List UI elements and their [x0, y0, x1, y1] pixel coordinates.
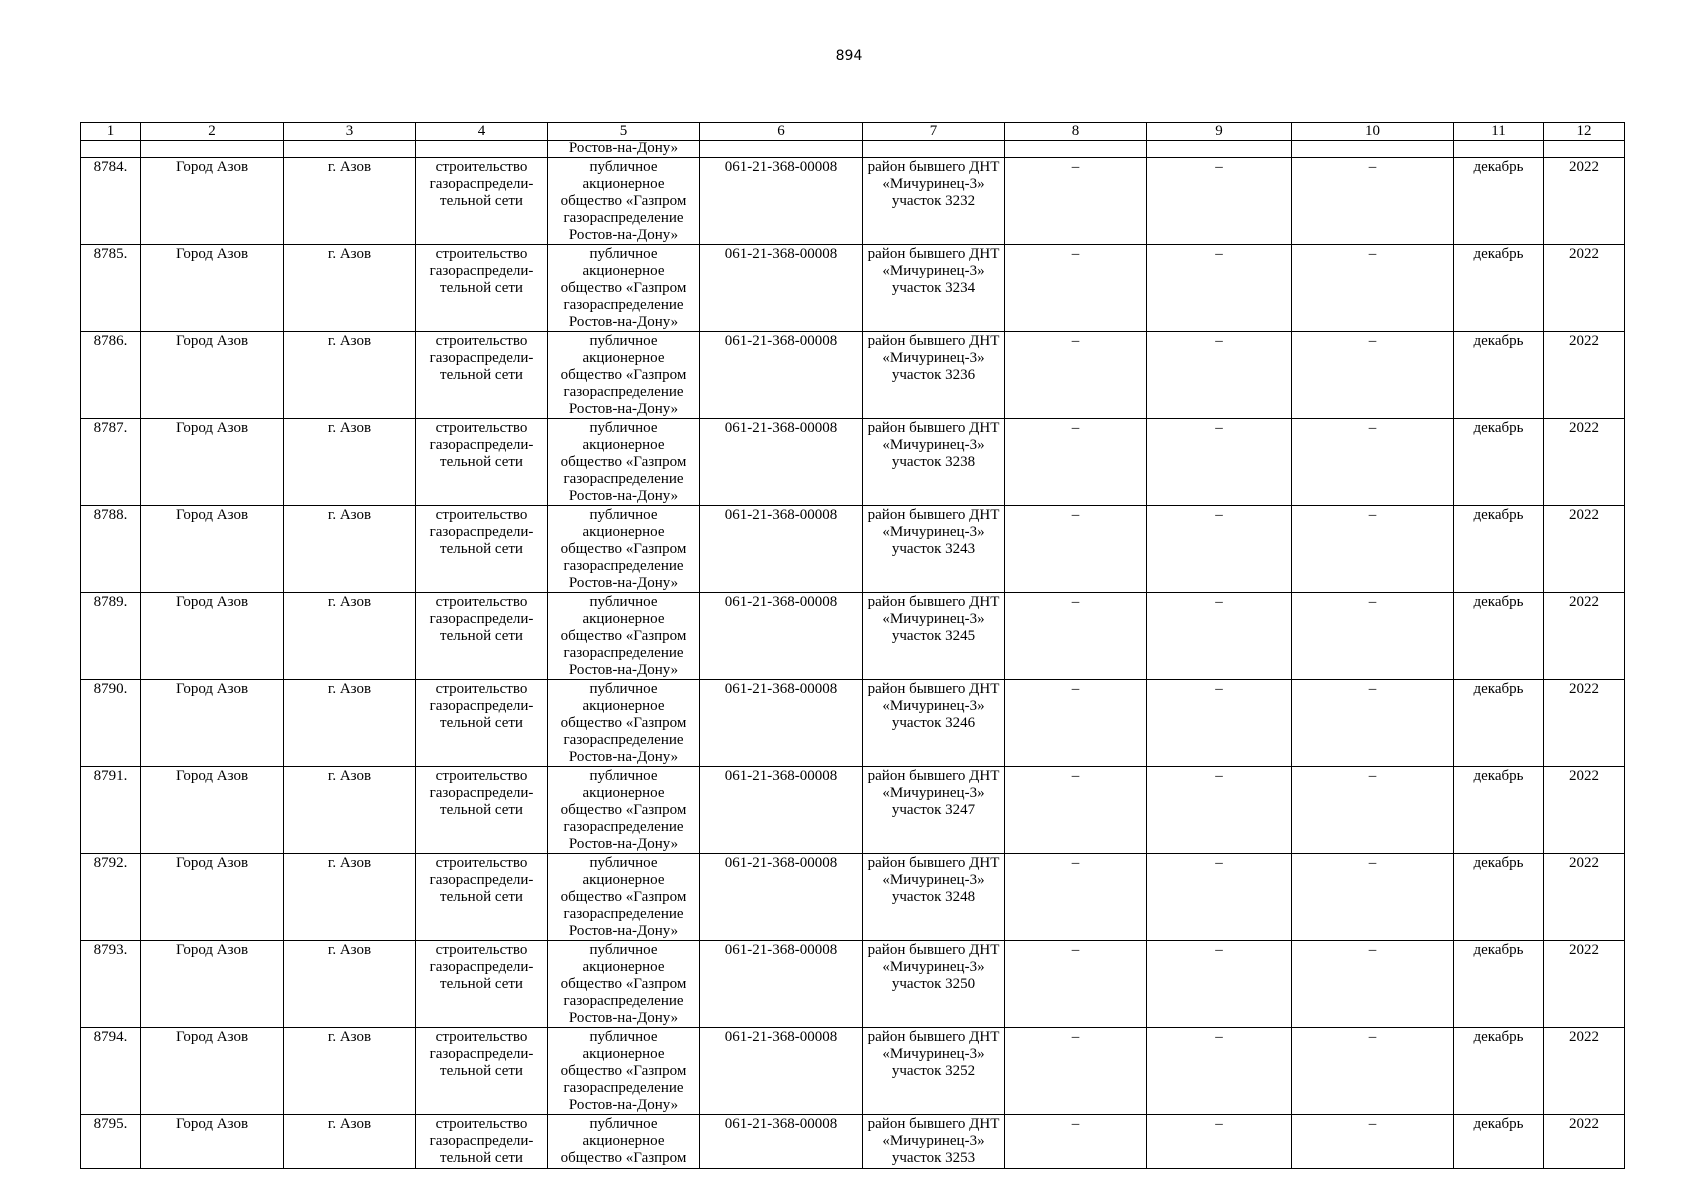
year-cell: 2022	[1544, 1028, 1625, 1115]
col8-cell: –	[1005, 1115, 1147, 1169]
column-number: 7	[863, 123, 1005, 141]
column-number: 8	[1005, 123, 1147, 141]
year-cell: 2022	[1544, 332, 1625, 419]
row-number: 8790.	[81, 680, 141, 767]
table-row	[81, 767, 1625, 854]
table-row	[81, 941, 1625, 1028]
col10-cell: –	[1292, 1115, 1454, 1169]
column-number: 12	[1544, 123, 1625, 141]
col10-cell: –	[1292, 767, 1454, 854]
continuation-row	[81, 141, 1625, 158]
location-cell: район бывшего ДНТ «Мичуринец-3» участок 3253	[863, 1115, 1005, 1169]
col8-cell: –	[1005, 245, 1147, 332]
owner-cell: публичное акционерное общество «Газпром	[548, 1115, 700, 1169]
owner-cell: публичное акционерное общество «Газпром газораспределение Ростов-на-Дону»	[548, 854, 700, 941]
col9-cell: –	[1147, 332, 1292, 419]
table-row	[81, 1028, 1625, 1115]
col9-cell: –	[1147, 419, 1292, 506]
col8-cell: –	[1005, 158, 1147, 245]
row-number: 8784.	[81, 158, 141, 245]
location-cell: район бывшего ДНТ «Мичуринец-3» участок 3236	[863, 332, 1005, 419]
locality-cell: г. Азов	[284, 680, 416, 767]
code-cell: 061-21-368-00008	[700, 332, 863, 419]
col8-cell: –	[1005, 593, 1147, 680]
year-cell: 2022	[1544, 680, 1625, 767]
municipality-cell: Город Азов	[141, 593, 284, 680]
row-number: 8788.	[81, 506, 141, 593]
year-cell: 2022	[1544, 158, 1625, 245]
locality-cell: г. Азов	[284, 245, 416, 332]
code-cell: 061-21-368-00008	[700, 593, 863, 680]
empty-cell	[700, 141, 863, 158]
owner-cell: публичное акционерное общество «Газпром газораспределение Ростов-на-Дону»	[548, 158, 700, 245]
municipality-cell: Город Азов	[141, 680, 284, 767]
col8-cell: –	[1005, 854, 1147, 941]
month-cell: декабрь	[1454, 245, 1544, 332]
location-cell: район бывшего ДНТ «Мичуринец-3» участок 3247	[863, 767, 1005, 854]
month-cell: декабрь	[1454, 854, 1544, 941]
row-number: 8794.	[81, 1028, 141, 1115]
registry-table	[80, 122, 1625, 1169]
row-number: 8789.	[81, 593, 141, 680]
month-cell: декабрь	[1454, 593, 1544, 680]
col10-cell: –	[1292, 1028, 1454, 1115]
empty-cell	[284, 141, 416, 158]
col9-cell: –	[1147, 1028, 1292, 1115]
code-cell: 061-21-368-00008	[700, 158, 863, 245]
col9-cell: –	[1147, 854, 1292, 941]
col9-cell: –	[1147, 680, 1292, 767]
purpose-cell: строительство газораспредели-тельной сети	[416, 767, 548, 854]
column-number: 4	[416, 123, 548, 141]
code-cell: 061-21-368-00008	[700, 245, 863, 332]
purpose-cell: строительство газораспредели-тельной сети	[416, 854, 548, 941]
owner-cell: публичное акционерное общество «Газпром газораспределение Ростов-на-Дону»	[548, 1028, 700, 1115]
table-row	[81, 332, 1625, 419]
purpose-cell: строительство газораспредели-тельной сети	[416, 158, 548, 245]
location-cell: район бывшего ДНТ «Мичуринец-3» участок 3243	[863, 506, 1005, 593]
col8-cell: –	[1005, 941, 1147, 1028]
locality-cell: г. Азов	[284, 1028, 416, 1115]
municipality-cell: Город Азов	[141, 1028, 284, 1115]
code-cell: 061-21-368-00008	[700, 1115, 863, 1169]
purpose-cell: строительство газораспредели-тельной сети	[416, 245, 548, 332]
code-cell: 061-21-368-00008	[700, 1028, 863, 1115]
empty-cell	[1147, 141, 1292, 158]
municipality-cell: Город Азов	[141, 767, 284, 854]
locality-cell: г. Азов	[284, 854, 416, 941]
empty-cell	[1005, 141, 1147, 158]
month-cell: декабрь	[1454, 1028, 1544, 1115]
year-cell: 2022	[1544, 941, 1625, 1028]
col10-cell: –	[1292, 680, 1454, 767]
col9-cell: –	[1147, 941, 1292, 1028]
owner-cell: публичное акционерное общество «Газпром газораспределение Ростов-на-Дону»	[548, 593, 700, 680]
row-number: 8795.	[81, 1115, 141, 1169]
col10-cell: –	[1292, 419, 1454, 506]
location-cell: район бывшего ДНТ «Мичуринец-3» участок 3246	[863, 680, 1005, 767]
municipality-cell: Город Азов	[141, 941, 284, 1028]
municipality-cell: Город Азов	[141, 1115, 284, 1169]
location-cell: район бывшего ДНТ «Мичуринец-3» участок 3232	[863, 158, 1005, 245]
empty-cell	[81, 141, 141, 158]
column-number-row	[81, 123, 1625, 141]
year-cell: 2022	[1544, 767, 1625, 854]
column-number: 2	[141, 123, 284, 141]
locality-cell: г. Азов	[284, 506, 416, 593]
col8-cell: –	[1005, 767, 1147, 854]
owner-cell: публичное акционерное общество «Газпром газораспределение Ростов-на-Дону»	[548, 245, 700, 332]
month-cell: декабрь	[1454, 767, 1544, 854]
empty-cell	[141, 141, 284, 158]
col10-cell: –	[1292, 941, 1454, 1028]
column-number: 3	[284, 123, 416, 141]
col8-cell: –	[1005, 419, 1147, 506]
col10-cell: –	[1292, 593, 1454, 680]
col8-cell: –	[1005, 332, 1147, 419]
column-number: 11	[1454, 123, 1544, 141]
col8-cell: –	[1005, 1028, 1147, 1115]
month-cell: декабрь	[1454, 419, 1544, 506]
code-cell: 061-21-368-00008	[700, 854, 863, 941]
col10-cell: –	[1292, 245, 1454, 332]
location-cell: район бывшего ДНТ «Мичуринец-3» участок 3238	[863, 419, 1005, 506]
table-row	[81, 158, 1625, 245]
code-cell: 061-21-368-00008	[700, 941, 863, 1028]
row-number: 8785.	[81, 245, 141, 332]
col8-cell: –	[1005, 506, 1147, 593]
locality-cell: г. Азов	[284, 419, 416, 506]
year-cell: 2022	[1544, 245, 1625, 332]
location-cell: район бывшего ДНТ «Мичуринец-3» участок 3250	[863, 941, 1005, 1028]
month-cell: декабрь	[1454, 506, 1544, 593]
municipality-cell: Город Азов	[141, 854, 284, 941]
locality-cell: г. Азов	[284, 1115, 416, 1169]
table-row	[81, 854, 1625, 941]
owner-cell: публичное акционерное общество «Газпром газораспределение Ростов-на-Дону»	[548, 680, 700, 767]
col10-cell: –	[1292, 506, 1454, 593]
owner-cell: публичное акционерное общество «Газпром газораспределение Ростов-на-Дону»	[548, 419, 700, 506]
month-cell: декабрь	[1454, 941, 1544, 1028]
code-cell: 061-21-368-00008	[700, 767, 863, 854]
row-number: 8793.	[81, 941, 141, 1028]
col10-cell: –	[1292, 332, 1454, 419]
table-row	[81, 419, 1625, 506]
empty-cell	[1292, 141, 1454, 158]
empty-cell	[416, 141, 548, 158]
col9-cell: –	[1147, 593, 1292, 680]
continuation-text: Ростов-на-Дону»	[548, 141, 700, 158]
table-row	[81, 1115, 1625, 1169]
col9-cell: –	[1147, 1115, 1292, 1169]
locality-cell: г. Азов	[284, 332, 416, 419]
purpose-cell: строительство газораспредели-тельной сети	[416, 419, 548, 506]
month-cell: декабрь	[1454, 158, 1544, 245]
code-cell: 061-21-368-00008	[700, 419, 863, 506]
purpose-cell: строительство газораспредели-тельной сети	[416, 680, 548, 767]
purpose-cell: строительство газораспредели-тельной сети	[416, 1115, 548, 1169]
table-row	[81, 506, 1625, 593]
col10-cell: –	[1292, 854, 1454, 941]
column-number: 6	[700, 123, 863, 141]
locality-cell: г. Азов	[284, 767, 416, 854]
owner-cell: публичное акционерное общество «Газпром газораспределение Ростов-на-Дону»	[548, 506, 700, 593]
table-row	[81, 593, 1625, 680]
purpose-cell: строительство газораспредели-тельной сети	[416, 332, 548, 419]
purpose-cell: строительство газораспредели-тельной сети	[416, 941, 548, 1028]
owner-cell: публичное акционерное общество «Газпром газораспределение Ростов-на-Дону»	[548, 332, 700, 419]
empty-cell	[1454, 141, 1544, 158]
row-number: 8792.	[81, 854, 141, 941]
row-number: 8786.	[81, 332, 141, 419]
col9-cell: –	[1147, 506, 1292, 593]
location-cell: район бывшего ДНТ «Мичуринец-3» участок 3234	[863, 245, 1005, 332]
locality-cell: г. Азов	[284, 941, 416, 1028]
owner-cell: публичное акционерное общество «Газпром газораспределение Ростов-на-Дону»	[548, 941, 700, 1028]
municipality-cell: Город Азов	[141, 419, 284, 506]
table-row	[81, 680, 1625, 767]
month-cell: декабрь	[1454, 1115, 1544, 1169]
empty-cell	[863, 141, 1005, 158]
owner-cell: публичное акционерное общество «Газпром газораспределение Ростов-на-Дону»	[548, 767, 700, 854]
municipality-cell: Город Азов	[141, 245, 284, 332]
year-cell: 2022	[1544, 419, 1625, 506]
col10-cell: –	[1292, 158, 1454, 245]
locality-cell: г. Азов	[284, 158, 416, 245]
row-number: 8791.	[81, 767, 141, 854]
location-cell: район бывшего ДНТ «Мичуринец-3» участок 3248	[863, 854, 1005, 941]
year-cell: 2022	[1544, 593, 1625, 680]
col9-cell: –	[1147, 158, 1292, 245]
purpose-cell: строительство газораспредели-тельной сети	[416, 1028, 548, 1115]
year-cell: 2022	[1544, 1115, 1625, 1169]
column-number: 1	[81, 123, 141, 141]
year-cell: 2022	[1544, 854, 1625, 941]
purpose-cell: строительство газораспредели-тельной сети	[416, 593, 548, 680]
col9-cell: –	[1147, 767, 1292, 854]
location-cell: район бывшего ДНТ «Мичуринец-3» участок 3245	[863, 593, 1005, 680]
locality-cell: г. Азов	[284, 593, 416, 680]
col9-cell: –	[1147, 245, 1292, 332]
empty-cell	[1544, 141, 1625, 158]
municipality-cell: Город Азов	[141, 332, 284, 419]
purpose-cell: строительство газораспредели-тельной сети	[416, 506, 548, 593]
month-cell: декабрь	[1454, 680, 1544, 767]
table-row	[81, 245, 1625, 332]
page-number: 894	[835, 48, 863, 64]
location-cell: район бывшего ДНТ «Мичуринец-3» участок 3252	[863, 1028, 1005, 1115]
table-body	[81, 123, 1625, 1169]
col8-cell: –	[1005, 680, 1147, 767]
column-number: 10	[1292, 123, 1454, 141]
row-number: 8787.	[81, 419, 141, 506]
column-number: 9	[1147, 123, 1292, 141]
month-cell: декабрь	[1454, 332, 1544, 419]
code-cell: 061-21-368-00008	[700, 506, 863, 593]
code-cell: 061-21-368-00008	[700, 680, 863, 767]
column-number: 5	[548, 123, 700, 141]
year-cell: 2022	[1544, 506, 1625, 593]
municipality-cell: Город Азов	[141, 158, 284, 245]
municipality-cell: Город Азов	[141, 506, 284, 593]
